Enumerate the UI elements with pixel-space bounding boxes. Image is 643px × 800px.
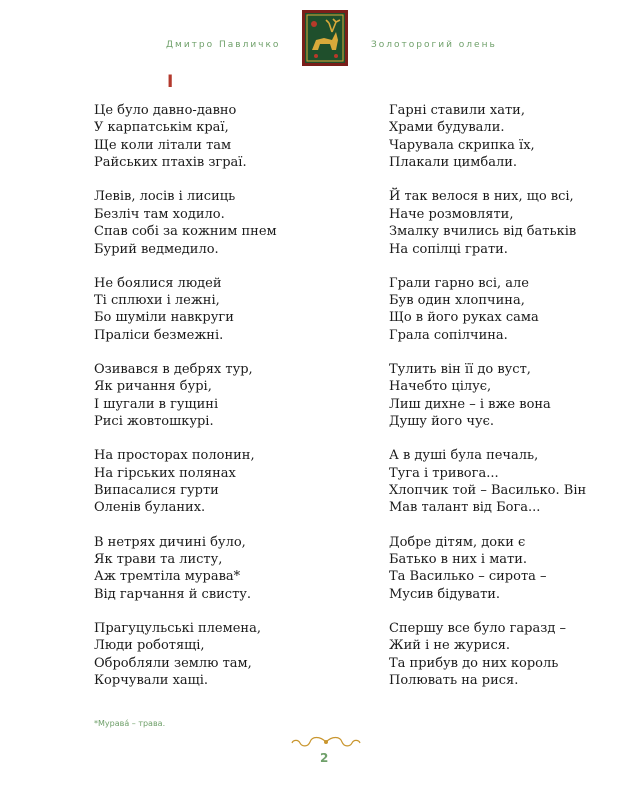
stanza (389, 361, 586, 431)
poem-line: Рисі жовтошкурі. (94, 414, 214, 430)
poem-line: Та Василько – сирота – (389, 569, 547, 585)
poem-line: І шугали в гущині (94, 396, 219, 412)
stanza (94, 275, 277, 345)
poem-line: Мав талант від Бога... (389, 500, 541, 516)
poem-line: Був один хлопчина, (389, 293, 525, 309)
poem-line: Не боялися людей (94, 275, 222, 291)
stanza (94, 620, 277, 690)
poem-line: Райських птахів зграї. (94, 155, 247, 171)
poem-line: Що в його руках сама (389, 310, 539, 326)
poem-line: Праліси безмежні. (94, 327, 224, 343)
poem-line: Туга і тривога... (389, 465, 499, 481)
poem-line: Лиш дихне – і вже вона (389, 396, 551, 412)
poem-line: Бурий ведмедило. (94, 241, 219, 257)
poem-line: В нетрях дичині було, (94, 534, 246, 550)
poem-line: Жий і не журися. (389, 638, 511, 654)
poem-line: На сопілці грати. (389, 241, 508, 257)
poem-line: Бо шуміли навкруги (94, 310, 234, 326)
poem-line: Мусив бідувати. (389, 586, 501, 602)
poem-line: Добре дітям, доки є (389, 534, 526, 550)
poem-line: Начебто цілує, (389, 379, 492, 395)
chapter-number: I (167, 72, 174, 92)
poem-line: Люди роботящі, (94, 638, 205, 654)
poem-line: Аж тремтіла мурава* (94, 569, 241, 585)
poem-line: А в душі була печаль, (389, 448, 539, 464)
poem-line: Оленів буланих. (94, 500, 206, 516)
ornament-flourish-icon (290, 734, 362, 750)
poem-line: Тулить він її до вуст, (389, 361, 531, 377)
stanza (389, 620, 586, 690)
stanza (389, 534, 586, 604)
page-number: 2 (320, 751, 329, 765)
footnote: *Мурава́ – трава. (94, 719, 166, 728)
poem-line: Спершу все було гаразд – (389, 620, 566, 636)
poem-line: Батько в них і мати. (389, 551, 528, 567)
poem-line: Наче розмовляти, (389, 206, 514, 222)
stanza (389, 275, 586, 345)
poem-line: Гарні ставили хати, (389, 103, 525, 118)
stanza (389, 188, 586, 258)
poem-line: Прагуцульські племена, (94, 620, 261, 636)
poem-line: Левів, лосів і лисиць (94, 189, 236, 205)
poem-column-left (94, 102, 277, 706)
poem-line: Плакали цимбали. (389, 155, 518, 171)
poem-line: Ті сплюхи і лежні, (94, 293, 220, 309)
poem-line: Змалку вчились від батьків (389, 224, 577, 240)
poem-line: У карпатськім краї, (94, 120, 229, 136)
poem-line: Й так велося в них, що всі, (389, 189, 574, 205)
poem-line: Грали гарно всі, але (389, 275, 529, 291)
stanza (94, 188, 277, 258)
poem-line: Корчували хащі. (94, 673, 209, 689)
poem-line: Це було давно-давно (94, 103, 237, 118)
poem-line: На просторах полонин, (94, 448, 255, 464)
poem-line: Грала сопілчина. (389, 327, 508, 343)
poem-line: Полювать на рися. (389, 673, 519, 689)
stanza (94, 447, 277, 517)
poem-line: Як ричання бурі, (94, 379, 212, 395)
poem-line: Випасалися гурти (94, 483, 219, 499)
poem-line: Від гарчання й свисту. (94, 586, 252, 602)
stanza (94, 361, 277, 431)
golden-deer-emblem-icon (302, 10, 348, 66)
poem-line: Храми будували. (389, 120, 505, 136)
stanza (94, 102, 277, 172)
poem-line: Обробляли землю там, (94, 655, 252, 671)
stanza (389, 102, 586, 172)
poem-line: Як трави та листу, (94, 551, 223, 567)
header-title: Золоторогий олень (371, 40, 497, 50)
poem-line: Чарувала скрипка їх, (389, 137, 535, 153)
poem-line: Душу його чує. (389, 414, 495, 430)
poem-line: На гірських полянах (94, 465, 236, 481)
poem-line: Безліч там ходило. (94, 206, 225, 222)
poem-line: Та прибув до них король (389, 655, 559, 671)
poem-column-right (389, 102, 586, 706)
stanza (94, 534, 277, 604)
poem-line: Спав собі за кожним пнем (94, 224, 277, 240)
stanza (389, 447, 586, 517)
header-author: Дмитро Павличко (166, 40, 281, 50)
poem-line: Ще коли літали там (94, 137, 232, 153)
poem-line: Хлопчик той – Василько. Він (389, 483, 587, 499)
poem-line: Озивався в дебрях тур, (94, 361, 253, 377)
